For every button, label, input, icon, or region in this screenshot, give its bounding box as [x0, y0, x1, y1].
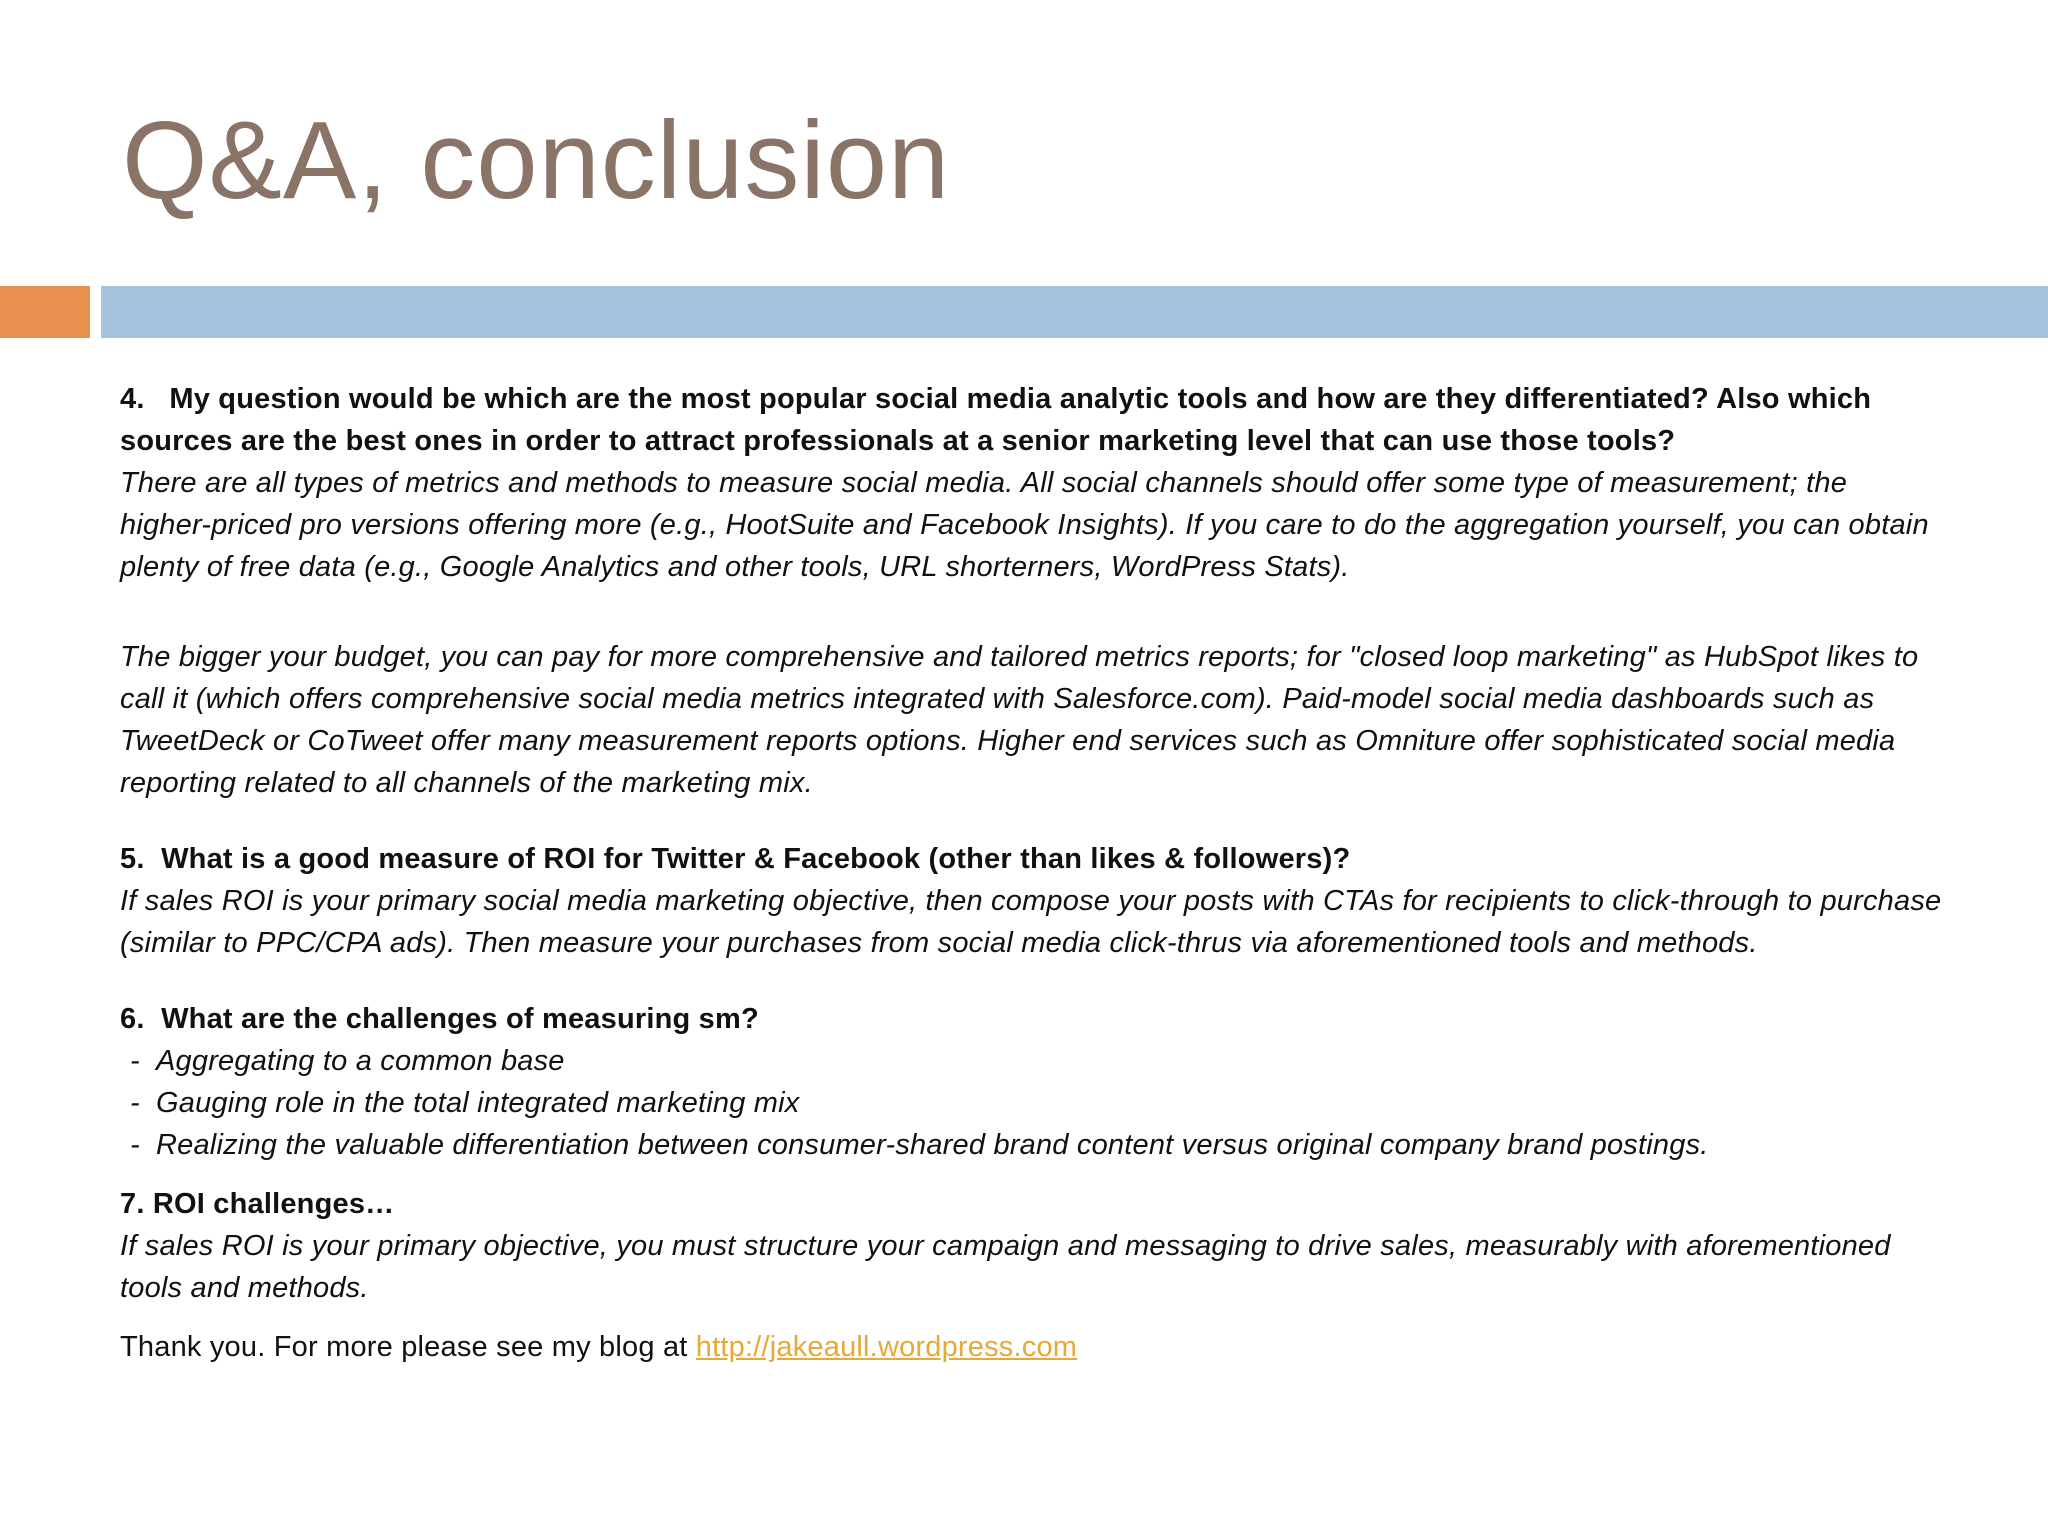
- bullet-text: Realizing the valuable differentiation between consumer-shared brand content versus original company brand postings.: [156, 1129, 1709, 1161]
- question-7-answer: If sales ROI is your primary objective, you must structure your campaign and messaging to drive sales, measurably with aforementioned tools and methods.: [120, 1230, 1899, 1304]
- question-5-heading: 5. What is a good measure of ROI for Twitter & Facebook (other than likes & followers)?: [120, 843, 1351, 875]
- question-7-heading: 7. ROI challenges…: [120, 1188, 395, 1220]
- question-4-answer-paragraph-2: The bigger your budget, you can pay for more comprehensive and tailored metrics reports; for "closed loop marketing" as HubSpot likes to call it (which offers comprehensive social media metrics integrated with Salesforce.com). Paid-model social media dashboards such as TweetDeck or CoTweet offer many measurement reports options. Higher end services such as Omniture offer sophisticated social media reporting related to all channels of the marketing mix.: [120, 641, 1927, 799]
- question-6-heading: 6. What are the challenges of measuring sm?: [120, 1003, 759, 1035]
- list-item: [120, 1082, 1944, 1124]
- question-4-heading: 4. My question would be which are the most popular social media analytic tools and how are they differentiated? Also which sources are the best ones in order to attract professionals at a senior marketing level that can use those tools?: [120, 383, 1880, 457]
- bullet-dash: -: [130, 1045, 140, 1077]
- closing-text: Thank you. For more please see my blog at: [120, 1331, 696, 1363]
- accent-bar-blue: [101, 286, 2048, 338]
- list-item: [120, 1124, 1944, 1166]
- slide-body: [120, 378, 1950, 1368]
- bullet-dash: -: [130, 1087, 140, 1119]
- accent-bar-orange: [0, 286, 90, 338]
- question-5-answer: If sales ROI is your primary social media marketing objective, then compose your posts with CTAs for recipients to click-through to purchase (similar to PPC/CPA ads). Then measure your purchases from social media click-thrus via aforementioned tools and methods.: [120, 885, 1950, 959]
- question-4-answer-paragraph-1: There are all types of metrics and methods to measure social media. All social channels should offer some type of measurement; the higher-priced pro versions offering more (e.g., HootSuite and Facebook Insights). If you care to do the aggregation yourself, you can obtain plenty of free data (e.g., Google Analytics and other tools, URL shorterners, WordPress Stats).: [120, 467, 1938, 583]
- bullet-text: Aggregating to a common base: [156, 1045, 565, 1077]
- closing-line: [120, 1326, 1944, 1368]
- blog-link[interactable]: http://jakeaull.wordpress.com: [695, 1331, 1078, 1363]
- list-item: [120, 1040, 1944, 1082]
- bullet-text: Gauging role in the total integrated marketing mix: [156, 1087, 800, 1119]
- page-title: Q&A, conclusion: [122, 99, 951, 222]
- bullet-dash: -: [130, 1129, 140, 1161]
